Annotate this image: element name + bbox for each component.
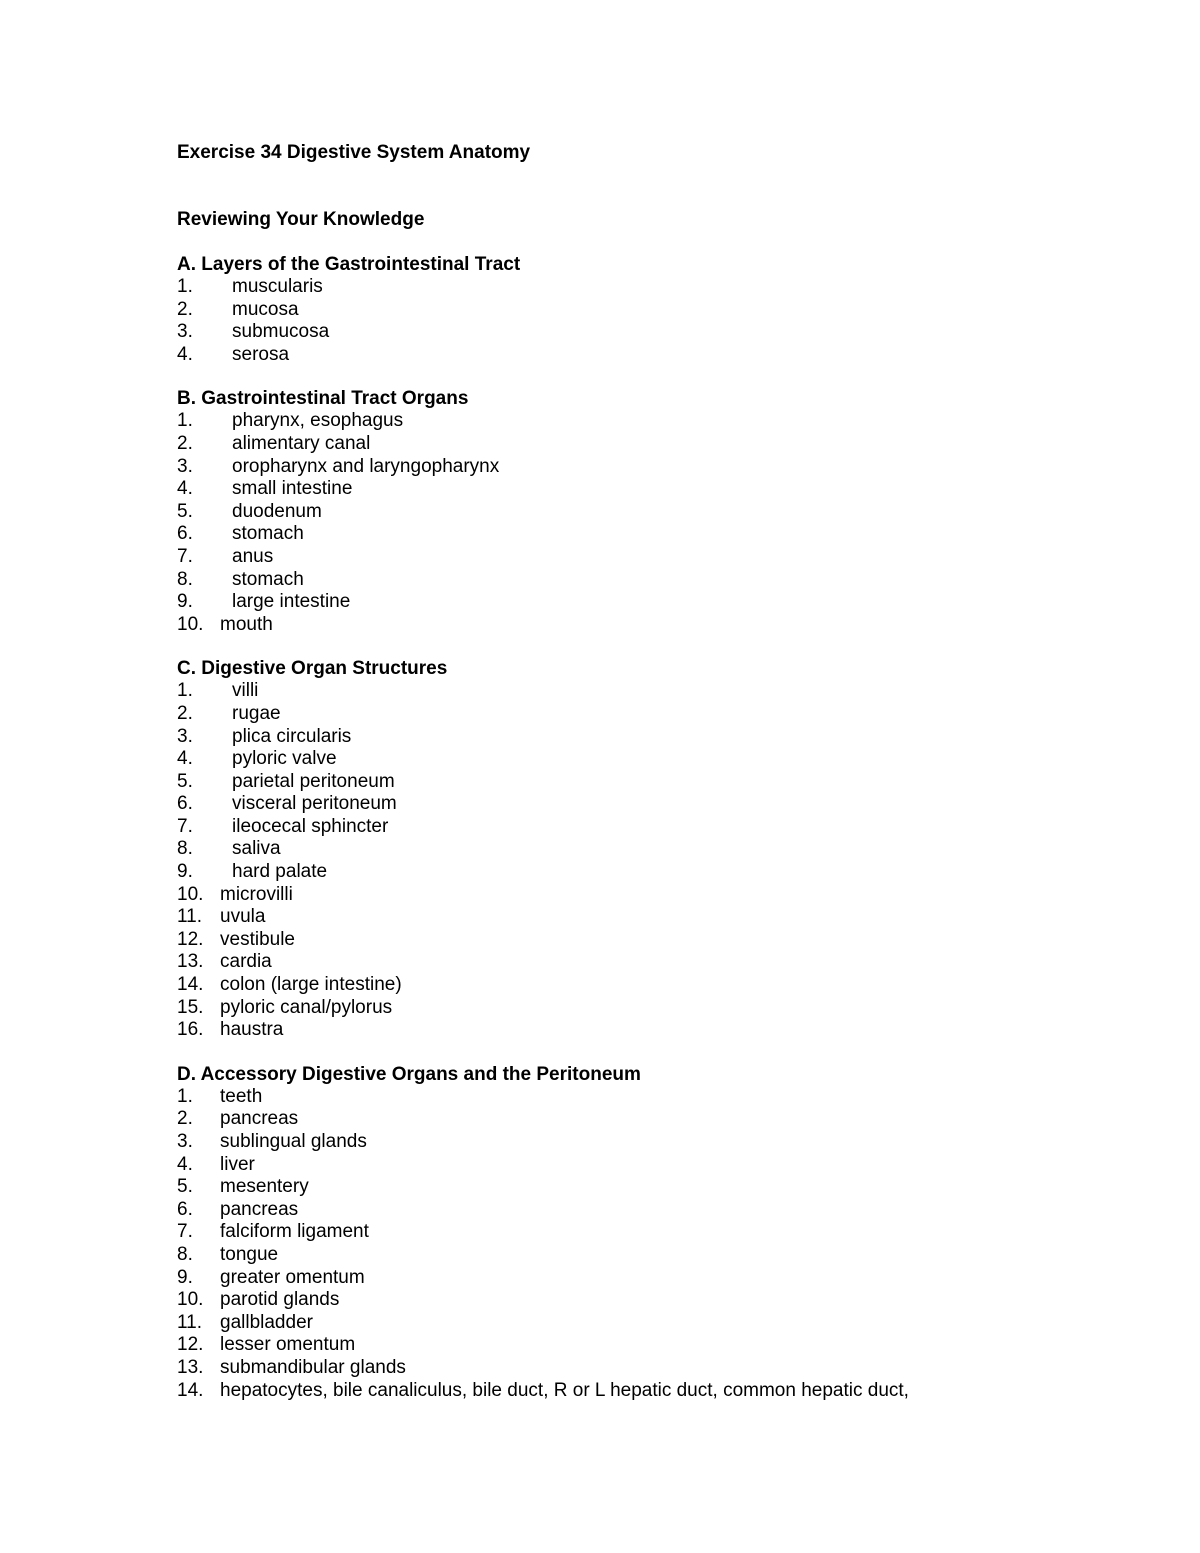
list-item-number: 4. — [177, 343, 193, 365]
list-item-text: sublingual glands — [220, 1131, 367, 1152]
list-item-number: 5. — [177, 770, 193, 792]
list-item-text: mesentery — [220, 1176, 309, 1198]
list-item-text: anus — [232, 545, 274, 567]
list-item-number: 16. — [177, 1019, 204, 1041]
section-heading: B. Gastrointestinal Tract Organs — [177, 388, 469, 410]
list-item-text: stomach — [232, 568, 304, 590]
list-item-text: pharynx, esophagus — [232, 410, 404, 432]
list-item — [177, 1289, 1157, 1312]
list-item — [177, 1108, 1157, 1131]
list-item-number: 9. — [177, 1266, 193, 1288]
list-item-text: saliva — [232, 838, 281, 860]
list-item — [177, 951, 1157, 974]
list-item-text: gallbladder — [220, 1311, 313, 1333]
list-item-text: pancreas — [220, 1108, 299, 1130]
list-item-text: pyloric canal/pylorus — [220, 996, 393, 1018]
list-item-text: haustra — [220, 1019, 284, 1041]
list-item — [177, 321, 1157, 344]
list-item-text: plica circularis — [232, 725, 352, 747]
list-item — [177, 1244, 1157, 1267]
document-title: Exercise 34 Digestive System Anatomy — [177, 142, 531, 163]
list-item-number: 9. — [177, 861, 193, 883]
list-item-number: 7. — [177, 1221, 193, 1243]
list-item-number: 3. — [177, 455, 193, 477]
list-item-text: falciform ligament — [220, 1221, 369, 1243]
list-item-number: 11. — [177, 906, 203, 928]
document-subtitle: Reviewing Your Knowledge — [177, 209, 425, 230]
list-item-text: muscularis — [232, 276, 323, 297]
list-item-number: 1. — [177, 410, 193, 432]
list-item — [177, 1357, 1157, 1380]
list-item — [177, 1154, 1157, 1177]
list-item-number: 1. — [177, 1085, 193, 1107]
section-d — [177, 1063, 1157, 1402]
list-item-text: large intestine — [232, 591, 351, 613]
list-item-text: visceral peritoneum — [232, 793, 397, 815]
list-item-text: oropharynx and laryngopharynx — [232, 455, 500, 477]
list-item — [177, 838, 1157, 861]
list-item-text: mouth — [220, 613, 273, 635]
section-a — [177, 253, 1157, 366]
list-item — [177, 1267, 1157, 1290]
list-item-number: 5. — [177, 1176, 193, 1198]
list-item-number: 11. — [177, 1311, 203, 1333]
list-item-text: vestibule — [220, 928, 295, 950]
list-item-text: villi — [232, 680, 259, 702]
list-item-number: 12. — [177, 928, 204, 950]
list-item — [177, 1086, 1157, 1109]
list-item — [177, 1176, 1157, 1199]
list-item-number: 5. — [177, 500, 193, 522]
list-item-number: 4. — [177, 1153, 193, 1175]
list-item — [177, 410, 1157, 433]
list-item-text: teeth — [220, 1085, 263, 1107]
list-item-number: 2. — [177, 298, 193, 320]
list-item-text: stomach — [232, 523, 304, 545]
list-item-text: microvilli — [220, 883, 293, 905]
list-item — [177, 816, 1157, 839]
list-item-text: alimentary canal — [232, 432, 371, 454]
list-item-number: 8. — [177, 568, 193, 590]
list-item — [177, 1131, 1157, 1154]
list-item — [177, 997, 1157, 1020]
list-item — [177, 974, 1157, 997]
list-item — [177, 344, 1157, 367]
list-item-number: 9. — [177, 591, 193, 613]
list-item-number: 3. — [177, 321, 193, 343]
list-item — [177, 478, 1157, 501]
list-item-text: mucosa — [232, 298, 299, 320]
list-item — [177, 614, 1157, 637]
list-item-number: 13. — [177, 1356, 204, 1378]
list-item — [177, 884, 1157, 907]
list-item-number: 7. — [177, 545, 193, 567]
list-item-text: uvula — [220, 906, 266, 928]
list-item — [177, 546, 1157, 569]
list-item-text: lesser omentum — [220, 1334, 356, 1356]
list-item-number: 1. — [177, 680, 193, 702]
list-item-text: cardia — [220, 951, 272, 973]
list-item-number: 6. — [177, 1198, 193, 1220]
list-item-number: 15. — [177, 996, 204, 1018]
list-item — [177, 1312, 1157, 1335]
list-item-text: serosa — [232, 343, 290, 365]
list-item — [177, 501, 1157, 524]
list-item-number: 3. — [177, 1131, 193, 1152]
list-item-text: liver — [220, 1153, 255, 1175]
list-item-text: parotid glands — [220, 1289, 340, 1311]
list-item-text: submucosa — [232, 321, 330, 343]
list-item-text: tongue — [220, 1243, 279, 1265]
list-item — [177, 591, 1157, 614]
list-item-text: hepatocytes, bile canaliculus, bile duct, R or L hepatic duct, common hepatic duct, — [220, 1379, 909, 1401]
list-item-number: 2. — [177, 702, 193, 724]
list-item-text: colon (large intestine) — [220, 974, 402, 996]
list-item — [177, 569, 1157, 592]
document-page — [177, 141, 1157, 1402]
list-item-number: 4. — [177, 478, 193, 500]
list-item-text: rugae — [232, 702, 281, 724]
list-item — [177, 1221, 1157, 1244]
list-item — [177, 793, 1157, 816]
list-item-number: 2. — [177, 1108, 193, 1130]
section-b — [177, 387, 1157, 636]
list-item — [177, 1380, 1157, 1403]
list-item-number: 3. — [177, 725, 193, 747]
list-item — [177, 906, 1157, 929]
list-item — [177, 771, 1157, 794]
sections-container — [177, 253, 1157, 1402]
list-item — [177, 929, 1157, 952]
list-item-number: 10. — [177, 1289, 204, 1311]
section-heading: A. Layers of the Gastrointestinal Tract — [177, 254, 521, 275]
list-item-number: 2. — [177, 432, 193, 454]
list-item-text: duodenum — [232, 500, 322, 522]
list-item-text: pancreas — [220, 1198, 299, 1220]
section-c — [177, 657, 1157, 1042]
list-item — [177, 680, 1157, 703]
list-item-number: 7. — [177, 815, 193, 837]
list-item — [177, 276, 1157, 299]
list-item — [177, 1334, 1157, 1357]
list-item-number: 8. — [177, 1243, 193, 1265]
list-item-text: submandibular glands — [220, 1356, 406, 1378]
list-item-number: 1. — [177, 276, 193, 297]
list-item-number: 12. — [177, 1334, 204, 1356]
list-item-number: 10. — [177, 613, 204, 635]
list-item — [177, 523, 1157, 546]
list-item-text: pyloric valve — [232, 748, 337, 770]
list-item — [177, 433, 1157, 456]
list-item-number: 8. — [177, 838, 193, 860]
section-heading: D. Accessory Digestive Organs and the Peritoneum — [177, 1063, 641, 1085]
list-item-number: 4. — [177, 748, 193, 770]
list-item — [177, 726, 1157, 749]
list-item-number: 14. — [177, 974, 204, 996]
list-item — [177, 1019, 1157, 1042]
list-item-number: 6. — [177, 793, 193, 815]
list-item — [177, 1199, 1157, 1222]
list-item-number: 13. — [177, 951, 204, 973]
list-item — [177, 703, 1157, 726]
list-item-text: greater omentum — [220, 1266, 365, 1288]
list-item-number: 14. — [177, 1379, 204, 1401]
section-heading: C. Digestive Organ Structures — [177, 658, 448, 680]
list-item — [177, 299, 1157, 322]
list-item — [177, 456, 1157, 479]
list-item-text: parietal peritoneum — [232, 770, 395, 792]
list-item-text: ileocecal sphincter — [232, 815, 389, 837]
list-item — [177, 861, 1157, 884]
list-item-text: small intestine — [232, 478, 353, 500]
list-item-number: 6. — [177, 523, 193, 545]
list-item-text: hard palate — [232, 861, 328, 883]
list-item-number: 10. — [177, 883, 204, 905]
list-item — [177, 748, 1157, 771]
